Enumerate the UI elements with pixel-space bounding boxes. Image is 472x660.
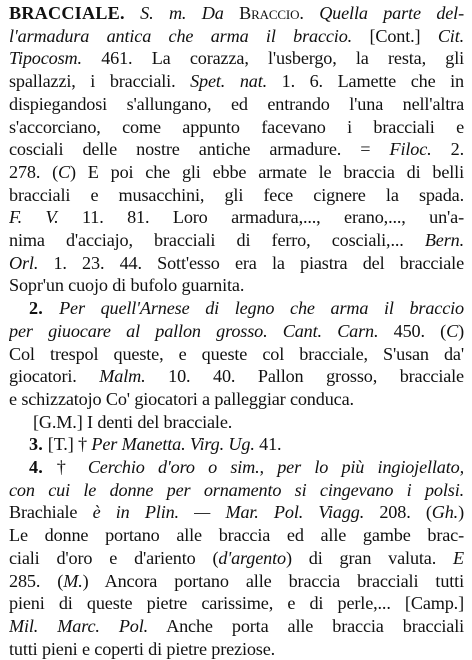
text-segment: 461. La corazza, l'usbergo, la resta, gli	[81, 48, 464, 69]
text-segment: Sopr'un cuojo di bufolo guarnita.	[9, 275, 245, 296]
entry-line	[9, 252, 464, 275]
text-segment: è in Plin. — Mar. Pol. Viagg.	[92, 502, 365, 523]
text-segment: BRACCIALE.	[9, 3, 125, 23]
text-segment: Mil. Marc. Pol.	[9, 615, 149, 636]
text-segment: Orl.	[9, 252, 39, 273]
text-segment: C	[446, 320, 459, 341]
text-segment: con cui le donne per ornamento si cingevano i polsi.	[9, 479, 464, 500]
text-segment: 285. (	[9, 570, 64, 591]
entry-line	[9, 592, 464, 615]
text-segment: l'armadura antica che arma il braccio.	[9, 25, 353, 46]
text-segment: 1. 23. 44. Sott'esso era la piastra del bracciale	[38, 252, 464, 273]
text-segment: Braccio	[239, 3, 300, 23]
text-segment: E	[453, 547, 464, 568]
text-segment: )	[458, 320, 464, 341]
entry-line	[9, 229, 464, 252]
text-segment: 11. 81. Loro armadura,..., erano,..., un'a-	[58, 207, 464, 228]
text-segment: S. m. Da	[140, 3, 240, 23]
text-segment: s'accorciano, come appunto facevano i bracciali e	[9, 116, 464, 137]
entry-line	[9, 320, 464, 343]
text-segment: Anche porta alle braccia bracciali	[148, 615, 464, 636]
text-segment: e schizzatojo Co' giocatori a palleggiar conduca.	[9, 388, 354, 409]
text-segment: 278. (	[9, 161, 59, 182]
entry-line	[9, 161, 464, 184]
text-segment: Per quell'Arnese di legno che arma il braccio	[59, 298, 464, 319]
entry-line	[9, 116, 464, 139]
text-segment: 3.	[29, 434, 48, 455]
text-segment: †	[56, 457, 88, 478]
sense-4-line	[9, 456, 464, 479]
entry-line	[9, 70, 464, 93]
text-segment: 4.	[29, 457, 57, 478]
entry-line	[9, 274, 464, 297]
text-segment: cosciali delle nostre antiche armadure. =	[9, 139, 390, 160]
text-segment: 450. (	[378, 320, 447, 341]
text-segment: per giuocare al pallon grosso. Cant. Carn.	[9, 320, 379, 341]
entry-line	[9, 365, 464, 388]
text-segment: Bern.	[424, 230, 464, 251]
entry-line	[9, 206, 464, 229]
text-segment: Quella parte del-	[319, 3, 464, 23]
entry-line	[9, 570, 464, 593]
text-segment: Filoc.	[389, 139, 432, 160]
entry-line	[9, 138, 464, 161]
text-segment: ) E poi che gli ebbe armate le braccia di belli	[70, 161, 464, 182]
entry-line	[9, 547, 464, 570]
text-segment: 2.	[431, 139, 464, 160]
text-segment: 41.	[254, 434, 282, 455]
text-segment: ) di gran valuta.	[285, 547, 454, 568]
text-segment: Tipocosm.	[9, 48, 82, 69]
text-segment: F. V.	[9, 207, 59, 228]
text-segment: Cerchio d'oro o sim., per lo più ingiojellato,	[87, 457, 464, 478]
text-segment: giocatori.	[9, 366, 100, 387]
text-segment: [G.M.] I denti del bracciale.	[33, 411, 233, 432]
entry-line	[9, 47, 464, 70]
text-segment: Per Manetta. Virg. Ug.	[91, 434, 255, 455]
text-segment: Gh.	[431, 502, 459, 523]
entry-line	[9, 524, 464, 547]
text-segment: M.	[63, 570, 83, 591]
sense-3-line	[9, 433, 464, 456]
text-segment: pieni di queste pietre carissime, e di perle,... [Camp.]	[9, 593, 464, 614]
text-segment: Col trespol queste, e queste col bracciale, S'usan da'	[9, 343, 464, 364]
entry-line	[9, 479, 464, 502]
text-segment: 10. 40. Pallon grosso, bracciale	[145, 366, 464, 387]
text-segment: tutti pieni e coperti di pietre preziose.	[9, 638, 276, 659]
text-segment: C	[58, 161, 70, 182]
text-segment: [Cont.]	[352, 25, 438, 46]
text-segment	[125, 3, 140, 23]
text-segment: ) Ancora portano alle braccia bracciali tutti	[82, 570, 464, 591]
entry-line	[9, 93, 464, 116]
text-segment: spallazzi, i bracciali.	[9, 71, 191, 92]
entry-line	[9, 343, 464, 366]
entry-line	[9, 2, 464, 25]
entry-line	[9, 25, 464, 48]
text-segment: Spet. nat.	[190, 71, 268, 92]
entry-line	[9, 501, 464, 524]
text-segment: Cit.	[437, 25, 464, 46]
text-segment: Brachiale	[9, 502, 93, 523]
text-segment: ciali d'oro e d'ariento (	[9, 547, 219, 568]
sense-2-line	[9, 297, 464, 320]
text-segment: Malm.	[99, 366, 146, 387]
text-segment: nima d'acciajo, bracciali di ferro, cosciali,...	[9, 230, 425, 251]
text-segment: 208. (	[364, 502, 432, 523]
text-segment: 2.	[29, 298, 60, 319]
text-segment: )	[458, 502, 464, 523]
text-segment: Le donne portano alle braccia ed alle gambe brac-	[9, 525, 464, 546]
entry-line	[9, 615, 464, 638]
entry-line	[9, 184, 464, 207]
text-segment: dispiegandosi s'allungano, ed entrando l'una nell'altra	[9, 93, 464, 114]
entry-line	[9, 411, 464, 434]
text-segment: d'argento	[218, 547, 286, 568]
text-segment: 1. 6. Lamette che in	[267, 71, 464, 92]
text-segment: .	[299, 3, 320, 23]
entry-line	[9, 388, 464, 411]
text-segment: bracciali e musacchini, gli fece cignere la spada.	[9, 184, 464, 205]
entry-line	[9, 638, 464, 660]
text-segment: [T.] †	[47, 434, 92, 455]
